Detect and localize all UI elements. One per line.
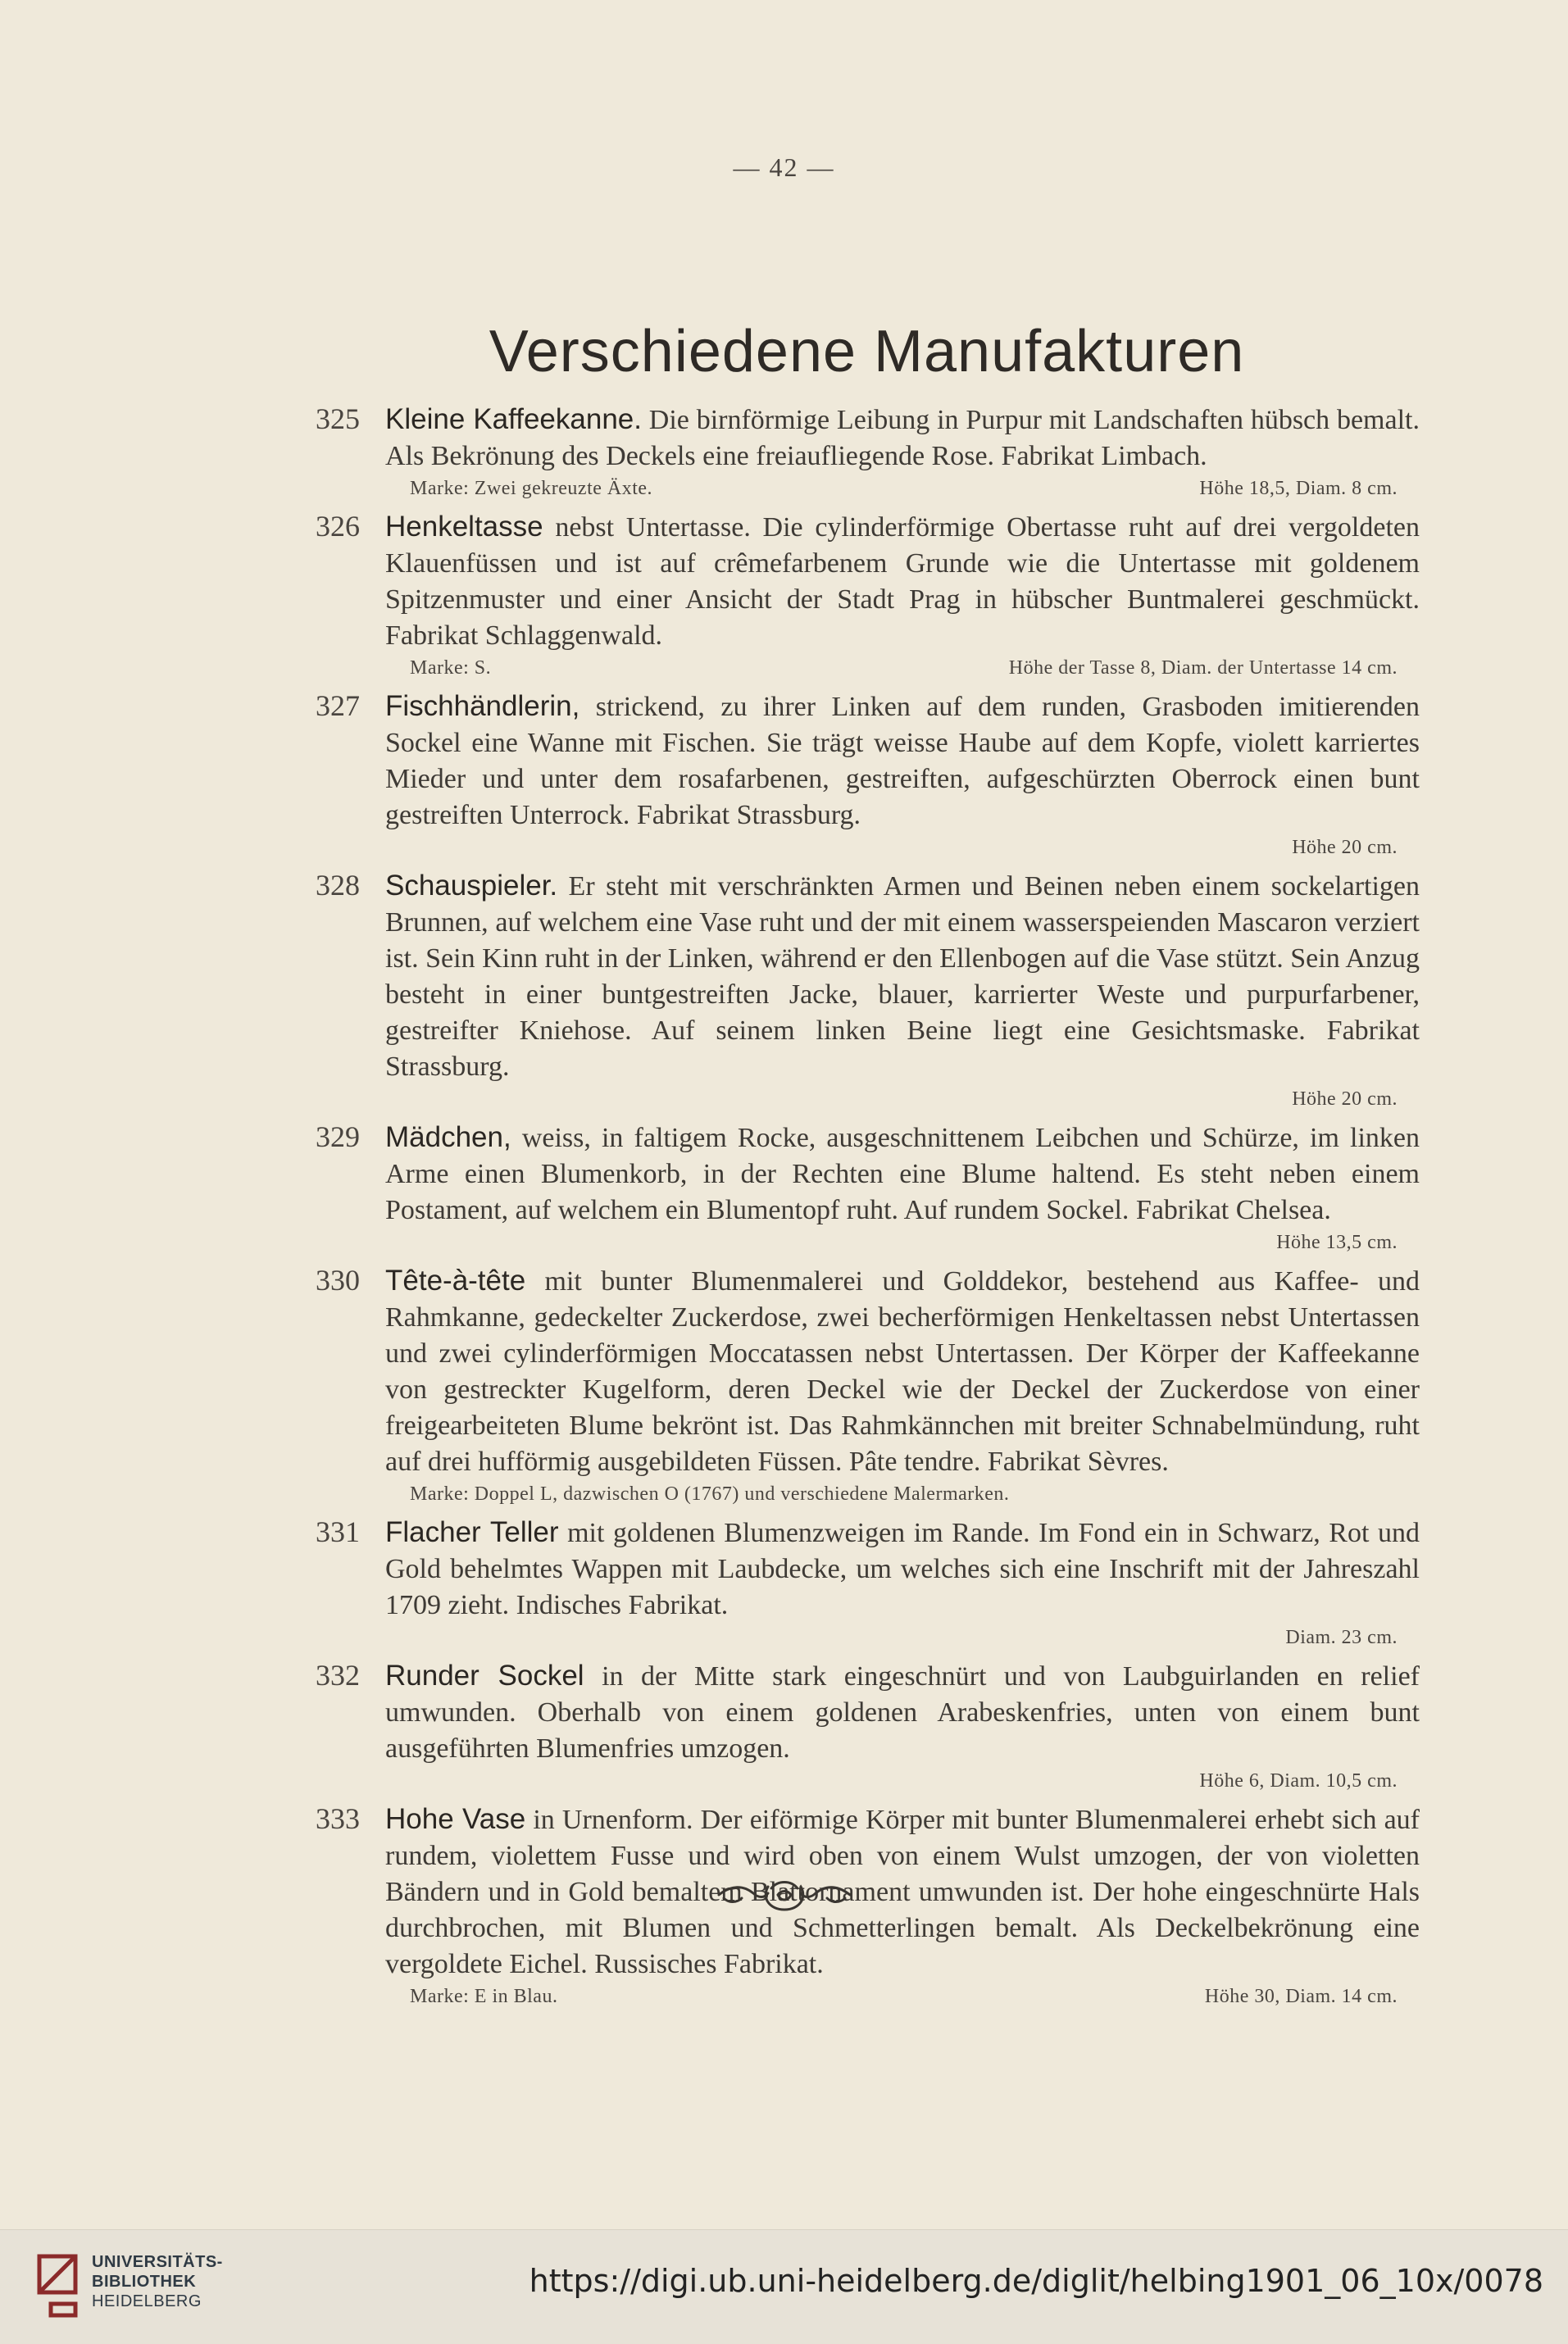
entry-text: mit bunter Blumenmalerei und Golddekor, bestehend aus Kaffee- und Rahmkanne, gedeckelter Zuckerdose, zwei becherförmigen Henkeltassen nebst Untertassen und zwei cylinderförmigen Moccatassen nebst Untertassen. Der Körper der Kaffeekanne von gestreckter Kugelform, deren Deckel wie der Deckel der Zuckerdose von einer freigearbeiteten Blume bekrönt ist. Das Rahmkännchen mit breiter Schnabelmündung, ruht auf drei hufförmig ausgebildeten Füssen. Pâte tendre. Fabrikat Sèvres. [385, 1266, 1420, 1477]
entry-title: Mädchen, [385, 1121, 511, 1153]
entry-mark: Marke: E in Blau. [410, 1986, 558, 2007]
source-url-link[interactable]: https://digi.ub.uni-heidelberg.de/diglit/helbing1901_06_10x/0078 [529, 2263, 1543, 2299]
entry-description [385, 1263, 1420, 1480]
entry-description [385, 1658, 1420, 1767]
entry-dimensions: Höhe 30, Diam. 14 cm. [1204, 1986, 1398, 2007]
entry-number: 325 [316, 402, 360, 435]
entry-meta [410, 475, 1398, 502]
library-name-line-2: BIBLIOTHEK [92, 2273, 197, 2291]
entry-title: Kleine Kaffeekanne. [385, 403, 642, 435]
catalog-entries [0, 402, 1568, 2017]
entry-text: nebst Untertasse. Die cylinderförmige Obertasse ruht auf drei vergoldeten Klauenfüssen und ist auf crêmefarbenem Grunde wie die Untertasse mit goldenem Spitzenmuster und einer Ansicht der Stadt Prag in hübscher Buntmalerei geschmückt. Fabrikat Schlaggenwald. [385, 512, 1420, 651]
entry-meta [410, 1767, 1398, 1795]
catalog-entry-329 [0, 1120, 1568, 1256]
entry-title: Flacher Teller [385, 1516, 559, 1548]
catalog-entry-332 [0, 1658, 1568, 1795]
entry-text: weiss, in faltigem Rocke, ausgeschnittenem Leibchen und Schürze, im linken Arme einen Blumenkorb, in der Rechten eine Blume haltend. Es steht neben einem Postament, auf welchem ein Blumentopf ruht. Auf rundem Sockel. Fabrikat Chelsea. [385, 1123, 1420, 1225]
entry-description [385, 402, 1420, 475]
entry-text: strickend, zu ihrer Linken auf dem runden, Grasboden imitierenden Sockel eine Wanne mit Fischen. Sie trägt weisse Haube auf dem Kopfe, violett karriertes Mieder und unter dem rosafarbenen, gestreiften, aufgeschürzten Oberrock einen bunt gestreiften Unterrock. Fabrikat Strassburg. [385, 692, 1420, 830]
page-number: — 42 — [733, 152, 835, 182]
catalog-entry-326 [0, 509, 1568, 682]
entry-title: Hohe Vase [385, 1803, 526, 1835]
entry-description [385, 1120, 1420, 1229]
entry-dimensions: Höhe 20 cm. [1292, 1088, 1398, 1110]
entry-mark: Marke: Doppel L, dazwischen O (1767) und verschiedene Malermarken. [410, 1483, 1010, 1505]
entry-title: Schauspieler. [385, 870, 558, 902]
entry-number: 328 [316, 869, 360, 902]
entry-description [385, 688, 1420, 834]
entry-meta [410, 1624, 1398, 1651]
entry-meta [410, 834, 1398, 861]
entry-meta [410, 1480, 1398, 1508]
entry-mark: Marke: S. [410, 657, 492, 679]
decorative-ornament-icon [0, 1874, 1568, 1919]
entry-dimensions: Höhe 18,5, Diam. 8 cm. [1199, 478, 1398, 499]
entry-meta [410, 1085, 1398, 1113]
entry-dimensions: Diam. 23 cm. [1285, 1627, 1398, 1648]
entry-number: 326 [316, 510, 360, 543]
entry-number: 331 [316, 1515, 360, 1548]
entry-title: Runder Sockel [385, 1660, 584, 1692]
entry-text: Die birnförmige Leibung in Purpur mit Landschaften hübsch bemalt. Als Bekrönung des Deckels eine freiaufliegende Rose. Fabrikat Limbach. [385, 405, 1420, 471]
entry-meta [410, 1983, 1398, 2010]
entry-title: Tête-à-tête [385, 1265, 526, 1297]
catalog-entry-328 [0, 868, 1568, 1113]
entry-text: Er steht mit verschränkten Armen und Beinen neben einem sockelartigen Brunnen, auf welchem eine Vase ruht und der mit einem wasserspeienden Mascaron verziert ist. Sein Kinn ruht in der Linken, während er den Ellenbogen auf die Vase stützt. Sein Anzug besteht in einer buntgestreiften Jacke, blauer, karrierter Weste und purpurfarbener, gestreifter Kniehose. Auf seinem linken Beine liegt eine Gesichtsmaske. Fabrikat Strassburg. [385, 871, 1420, 1082]
library-name-line-1: UNIVERSITÄTS- [92, 2253, 223, 2271]
entry-title: Fischhändlerin, [385, 690, 580, 722]
entry-title: Henkeltasse [385, 511, 543, 543]
catalog-entry-327 [0, 688, 1568, 861]
library-name-line-3: HEIDELBERG [92, 2292, 202, 2310]
entry-mark: Marke: Zwei gekreuzte Äxte. [410, 478, 653, 499]
entry-number: 333 [316, 1802, 360, 1835]
footer-bar [0, 2229, 1568, 2344]
entry-number: 330 [316, 1264, 360, 1297]
entry-description [385, 1515, 1420, 1624]
catalog-entry-325 [0, 402, 1568, 502]
entry-text: mit goldenen Blumenzweigen im Rande. Im Fond ein in Schwarz, Rot und Gold behelmtes Wappen mit Laubdecke, um welches sich eine Inschrift mit der Jahreszahl 1709 zieht. Indisches Fabrikat. [385, 1518, 1420, 1620]
entry-meta [410, 654, 1398, 682]
entry-number: 332 [316, 1659, 360, 1692]
catalog-entry-331 [0, 1515, 1568, 1651]
library-logo-icon [33, 2250, 82, 2323]
entry-text: in der Mitte stark eingeschnürt und von Laubguirlanden en relief umwunden. Oberhalb von einem goldenen Arabeskenfries, unten von einem bunt ausgeführten Blumenfries umzogen. [385, 1661, 1420, 1764]
entry-meta [410, 1229, 1398, 1256]
catalog-entry-330 [0, 1263, 1568, 1508]
entry-number: 327 [316, 689, 360, 722]
entry-description [385, 509, 1420, 654]
entry-text: in Urnenform. Der eiförmige Körper mit bunter Blumenmalerei erhebt sich auf rundem, violettem Fusse und wird oben von einem Wulst umzogen, der von violetten Bändern und in Gold bemaltem Blattornament umwunden ist. Der hohe eingeschnürte Hals durchbrochen, mit Blumen und Schmetterlingen bemalt. Als Deckelbekrönung eine vergoldete Eichel. Russisches Fabrikat. [385, 1805, 1420, 1979]
entry-dimensions: Höhe 13,5 cm. [1276, 1232, 1398, 1253]
section-heading: Verschiedene Manufakturen [489, 319, 1245, 384]
entry-dimensions: Höhe der Tasse 8, Diam. der Untertasse 14 cm. [1008, 657, 1398, 679]
entry-dimensions: Höhe 20 cm. [1292, 837, 1398, 858]
entry-dimensions: Höhe 6, Diam. 10,5 cm. [1199, 1770, 1398, 1792]
entry-description [385, 868, 1420, 1085]
entry-number: 329 [316, 1120, 360, 1153]
